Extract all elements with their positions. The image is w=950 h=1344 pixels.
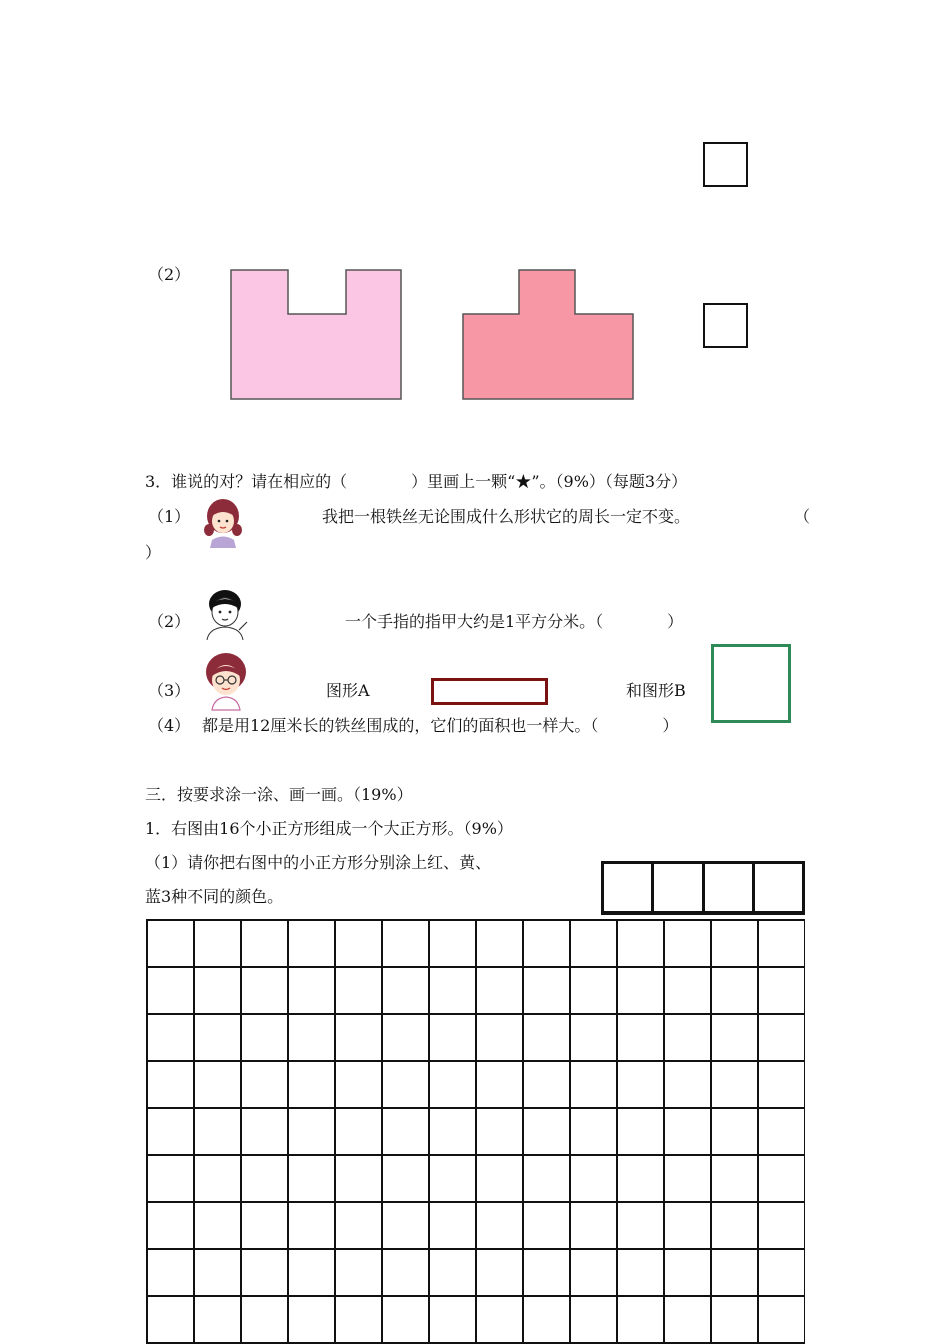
q3-item4-text: 都是用12厘米长的铁丝围成的，它们的面积也一样大。（ ） bbox=[202, 716, 679, 735]
girl-avatar-icon bbox=[200, 496, 246, 548]
grid-cell[interactable] bbox=[477, 1250, 524, 1297]
grid-cell[interactable] bbox=[148, 1015, 195, 1062]
q3-item2-text: 一个手指的指甲大约是1平方分米。（ ） bbox=[345, 612, 684, 631]
drawing-grid[interactable] bbox=[146, 919, 805, 1344]
grid-cell[interactable] bbox=[524, 1297, 571, 1344]
question-3-title: 3．谁说的对？请在相应的（ ）里画上一颗“★”。（9%）（每题3分） bbox=[145, 472, 688, 491]
grid-row bbox=[148, 921, 805, 968]
notched-shape-outline bbox=[231, 270, 401, 399]
grid-cell[interactable] bbox=[289, 921, 336, 968]
grid-cell[interactable] bbox=[759, 1203, 805, 1250]
grid-cell[interactable] bbox=[571, 1203, 618, 1250]
grid-cell[interactable] bbox=[759, 1015, 805, 1062]
grid-cell[interactable] bbox=[665, 1062, 712, 1109]
grid-row bbox=[148, 1015, 805, 1062]
section-3-question-1: 1．右图由16个小正方形组成一个大正方形。（9%） bbox=[145, 819, 513, 838]
grid-cell[interactable] bbox=[430, 1250, 477, 1297]
q3-item3-number: （3） bbox=[148, 681, 191, 700]
q3-item1-text: 我把一根铁丝无论围成什么形状它的周长一定不变。 bbox=[322, 507, 691, 526]
grid-cell[interactable] bbox=[148, 921, 195, 968]
grid-cell[interactable] bbox=[524, 1109, 571, 1156]
grid-cell[interactable] bbox=[618, 1015, 665, 1062]
grid-cell[interactable] bbox=[148, 1062, 195, 1109]
grid-cell[interactable] bbox=[477, 1156, 524, 1203]
grid-cell[interactable] bbox=[195, 1250, 242, 1297]
grid-cell[interactable] bbox=[430, 1297, 477, 1344]
grid-cell[interactable] bbox=[289, 1109, 336, 1156]
grid-row bbox=[148, 1203, 805, 1250]
grid-cell[interactable] bbox=[524, 1015, 571, 1062]
q3-item1-paren-close[interactable]: ） bbox=[145, 543, 162, 562]
grid-cell[interactable] bbox=[289, 1250, 336, 1297]
grid-cell[interactable] bbox=[336, 1250, 383, 1297]
grid-cell[interactable] bbox=[242, 1062, 289, 1109]
grid-cell[interactable] bbox=[195, 1156, 242, 1203]
grid-cell[interactable] bbox=[289, 1015, 336, 1062]
grid-cell[interactable] bbox=[430, 1203, 477, 1250]
notched-shape bbox=[229, 268, 405, 402]
section-3-q1-sub1-line1: （1）请你把右图中的小正方形分别涂上红、黄、 bbox=[145, 853, 492, 872]
grid-cell[interactable] bbox=[242, 968, 289, 1015]
grid-cell[interactable] bbox=[336, 1109, 383, 1156]
tab-shape bbox=[461, 268, 637, 402]
grid-cell[interactable] bbox=[571, 968, 618, 1015]
grid-cell[interactable] bbox=[242, 1250, 289, 1297]
boy-avatar-icon bbox=[199, 586, 251, 642]
grid-cell[interactable] bbox=[430, 1109, 477, 1156]
grid-cell[interactable] bbox=[571, 1109, 618, 1156]
small-square[interactable] bbox=[705, 864, 755, 911]
grid-cell[interactable] bbox=[524, 1203, 571, 1250]
grid-cell[interactable] bbox=[477, 921, 524, 968]
grid-cell[interactable] bbox=[383, 1015, 430, 1062]
grid-cell[interactable] bbox=[242, 1015, 289, 1062]
q3-item1-paren-open: （ bbox=[794, 507, 811, 526]
small-square[interactable] bbox=[604, 864, 654, 911]
sub-question-2-label: （2） bbox=[148, 265, 191, 284]
grid-cell[interactable] bbox=[712, 1203, 759, 1250]
grid-cell[interactable] bbox=[195, 1109, 242, 1156]
grid-cell[interactable] bbox=[571, 1250, 618, 1297]
grid-cell[interactable] bbox=[759, 1250, 805, 1297]
grid-row bbox=[148, 1109, 805, 1156]
figure-b-label: 和图形B bbox=[626, 681, 686, 700]
grid-cell[interactable] bbox=[477, 1203, 524, 1250]
grid-cell[interactable] bbox=[289, 968, 336, 1015]
grid-row bbox=[148, 968, 805, 1015]
small-square[interactable] bbox=[654, 864, 704, 911]
grid-cell[interactable] bbox=[665, 1156, 712, 1203]
grid-cell[interactable] bbox=[712, 1156, 759, 1203]
grid-cell[interactable] bbox=[712, 968, 759, 1015]
grid-cell[interactable] bbox=[618, 921, 665, 968]
grid-cell[interactable] bbox=[148, 1203, 195, 1250]
grid-cell[interactable] bbox=[712, 1015, 759, 1062]
figure-a-label: 图形A bbox=[326, 681, 370, 700]
grid-cell[interactable] bbox=[336, 1203, 383, 1250]
grid-cell[interactable] bbox=[289, 1203, 336, 1250]
grid-cell[interactable] bbox=[195, 1015, 242, 1062]
grid-row bbox=[148, 1297, 805, 1344]
grid-cell[interactable] bbox=[195, 1062, 242, 1109]
q3-item2-number: （2） bbox=[148, 612, 191, 631]
grid-cell[interactable] bbox=[712, 1297, 759, 1344]
grid-cell[interactable] bbox=[571, 1062, 618, 1109]
q3-item4-number: （4） bbox=[148, 716, 191, 735]
tab-shape-outline bbox=[463, 270, 633, 399]
grid-cell[interactable] bbox=[148, 1156, 195, 1203]
grid-cell[interactable] bbox=[430, 921, 477, 968]
grid-cell[interactable] bbox=[383, 1062, 430, 1109]
grid-cell[interactable] bbox=[383, 1203, 430, 1250]
grid-cell[interactable] bbox=[477, 1062, 524, 1109]
grid-cell[interactable] bbox=[195, 1203, 242, 1250]
grid-cell[interactable] bbox=[242, 1109, 289, 1156]
grid-cell[interactable] bbox=[289, 1156, 336, 1203]
grid-cell[interactable] bbox=[618, 1109, 665, 1156]
grid-cell[interactable] bbox=[242, 1297, 289, 1344]
grid-cell[interactable] bbox=[759, 1297, 805, 1344]
grid-cell[interactable] bbox=[336, 921, 383, 968]
grid-cell[interactable] bbox=[148, 1109, 195, 1156]
grid-cell[interactable] bbox=[336, 1156, 383, 1203]
grid-cell[interactable] bbox=[477, 1015, 524, 1062]
section-3-q1-sub1-line2: 蓝3种不同的颜色。 bbox=[145, 887, 284, 906]
grid-cell[interactable] bbox=[336, 968, 383, 1015]
grid-cell[interactable] bbox=[618, 1062, 665, 1109]
girl-glasses-avatar-icon bbox=[198, 650, 254, 712]
small-square[interactable] bbox=[755, 864, 802, 911]
grid-cell[interactable] bbox=[383, 1109, 430, 1156]
grid-cell[interactable] bbox=[430, 1062, 477, 1109]
grid-cell[interactable] bbox=[336, 1062, 383, 1109]
grid-cell[interactable] bbox=[759, 1062, 805, 1109]
grid-cell[interactable] bbox=[618, 1203, 665, 1250]
grid-cell[interactable] bbox=[665, 1109, 712, 1156]
answer-box-1[interactable] bbox=[703, 142, 748, 187]
grid-cell[interactable] bbox=[148, 1297, 195, 1344]
grid-cell[interactable] bbox=[336, 1297, 383, 1344]
grid-cell[interactable] bbox=[242, 1156, 289, 1203]
grid-cell[interactable] bbox=[759, 921, 805, 968]
q3-item1-number: （1） bbox=[148, 507, 191, 526]
grid-cell[interactable] bbox=[195, 921, 242, 968]
answer-box-2[interactable] bbox=[703, 303, 748, 348]
grid-cell[interactable] bbox=[571, 1297, 618, 1344]
grid-cell[interactable] bbox=[383, 968, 430, 1015]
grid-cell[interactable] bbox=[524, 1156, 571, 1203]
grid-cell[interactable] bbox=[383, 1250, 430, 1297]
grid-cell[interactable] bbox=[712, 1062, 759, 1109]
grid-row bbox=[148, 1062, 805, 1109]
grid-cell[interactable] bbox=[336, 1015, 383, 1062]
grid-cell[interactable] bbox=[430, 1015, 477, 1062]
grid-cell[interactable] bbox=[148, 1250, 195, 1297]
grid-cell[interactable] bbox=[430, 968, 477, 1015]
grid-cell[interactable] bbox=[618, 968, 665, 1015]
grid-cell[interactable] bbox=[383, 921, 430, 968]
grid-cell[interactable] bbox=[148, 968, 195, 1015]
grid-cell[interactable] bbox=[430, 1156, 477, 1203]
grid-cell[interactable] bbox=[571, 921, 618, 968]
grid-cell[interactable] bbox=[712, 1109, 759, 1156]
grid-cell[interactable] bbox=[759, 1156, 805, 1203]
grid-cell[interactable] bbox=[383, 1297, 430, 1344]
grid-cell[interactable] bbox=[665, 1203, 712, 1250]
grid-cell[interactable] bbox=[759, 1109, 805, 1156]
grid-cell[interactable] bbox=[383, 1156, 430, 1203]
grid-cell[interactable] bbox=[571, 1015, 618, 1062]
grid-cell[interactable] bbox=[242, 921, 289, 968]
grid-cell[interactable] bbox=[712, 921, 759, 968]
grid-cell[interactable] bbox=[195, 1297, 242, 1344]
grid-cell[interactable] bbox=[477, 1297, 524, 1344]
grid-cell[interactable] bbox=[242, 1203, 289, 1250]
grid-cell[interactable] bbox=[618, 1297, 665, 1344]
grid-cell[interactable] bbox=[477, 1109, 524, 1156]
grid-cell[interactable] bbox=[524, 968, 571, 1015]
grid-cell[interactable] bbox=[524, 921, 571, 968]
grid-cell[interactable] bbox=[571, 1156, 618, 1203]
grid-cell[interactable] bbox=[195, 968, 242, 1015]
grid-cell[interactable] bbox=[665, 1297, 712, 1344]
big-square-figure bbox=[601, 861, 805, 915]
grid-cell[interactable] bbox=[524, 1062, 571, 1109]
grid-cell[interactable] bbox=[665, 921, 712, 968]
grid-cell[interactable] bbox=[477, 968, 524, 1015]
grid-cell[interactable] bbox=[289, 1297, 336, 1344]
figure-b-square bbox=[711, 644, 791, 723]
grid-row bbox=[148, 1156, 805, 1203]
grid-cell[interactable] bbox=[759, 968, 805, 1015]
grid-cell[interactable] bbox=[665, 968, 712, 1015]
section-3-title: 三．按要求涂一涂、画一画。（19%） bbox=[145, 785, 413, 804]
grid-row bbox=[148, 1250, 805, 1297]
grid-cell[interactable] bbox=[524, 1250, 571, 1297]
grid-cell[interactable] bbox=[712, 1250, 759, 1297]
grid-cell[interactable] bbox=[665, 1015, 712, 1062]
grid-cell[interactable] bbox=[618, 1250, 665, 1297]
figure-a-rectangle bbox=[431, 678, 548, 705]
grid-cell[interactable] bbox=[618, 1156, 665, 1203]
grid-cell[interactable] bbox=[289, 1062, 336, 1109]
grid-cell[interactable] bbox=[665, 1250, 712, 1297]
